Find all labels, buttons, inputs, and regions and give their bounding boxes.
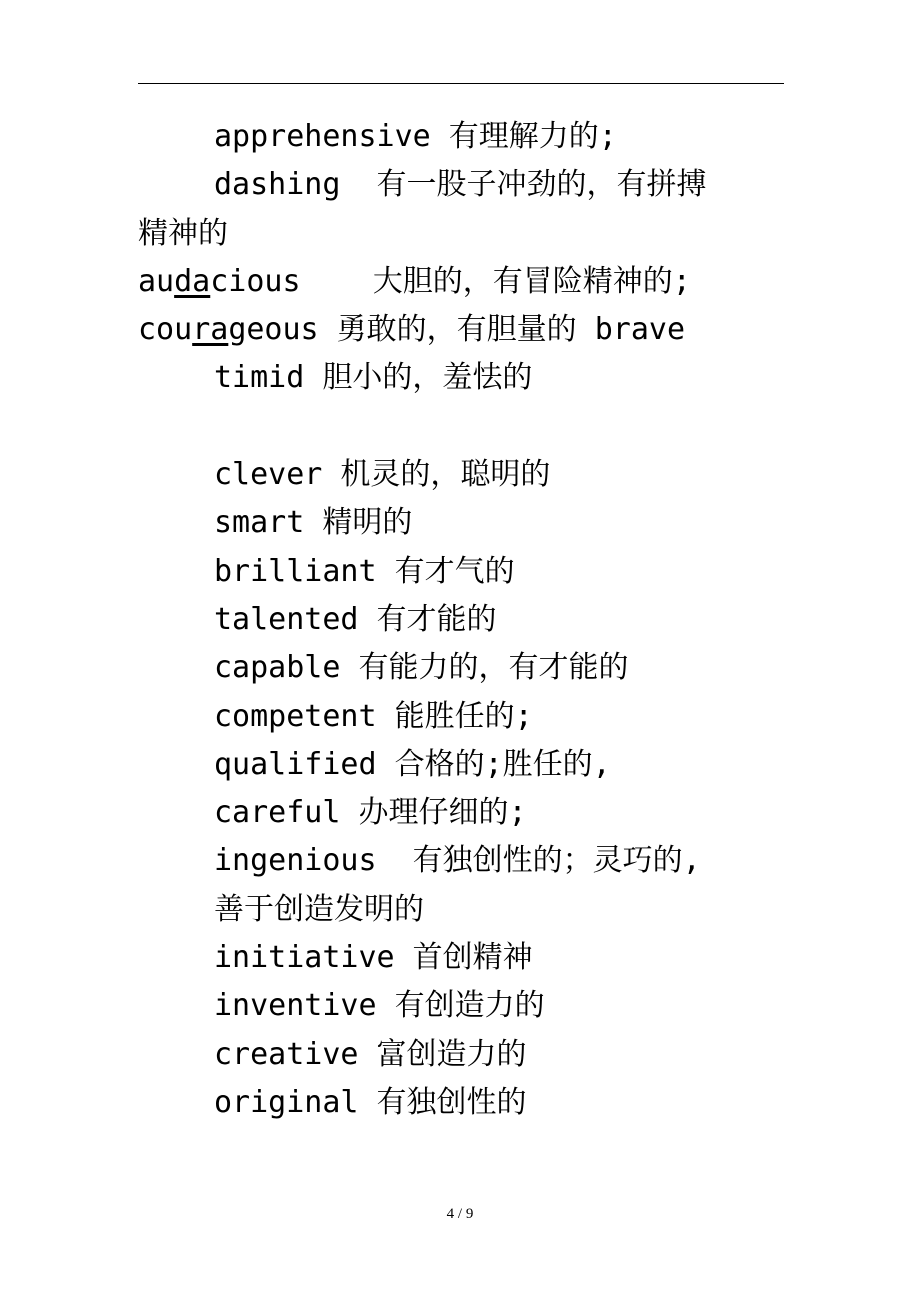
text-line: talented 有才能的: [214, 601, 497, 637]
text-line: competent 能胜任的;: [214, 698, 533, 734]
text-line: careful 办理仔细的;: [214, 795, 527, 831]
text-line: qualified 合格的;胜任的,: [214, 746, 611, 782]
text-segment: geous 勇敢的，有胆量的 brave: [228, 312, 686, 348]
text-segment: cious 大胆的，有冒险精神的;: [210, 263, 691, 299]
blank-line: [138, 403, 788, 451]
text-line: initiative 首创精神: [214, 940, 533, 976]
underlined-text: ra: [192, 312, 229, 348]
text-line: [138, 306, 788, 354]
text-segment: au: [138, 263, 175, 299]
text-line: brilliant 有才气的: [214, 553, 515, 589]
document-body: [138, 113, 788, 1127]
text-line: apprehensive 有理解力的;: [214, 119, 617, 154]
text-line: clever 机灵的，聪明的: [214, 457, 551, 493]
text-line: timid 胆小的，羞怯的: [214, 360, 533, 396]
text-line: capable 有能力的，有才能的: [214, 650, 629, 686]
text-line: 善于创造发明的: [214, 891, 424, 927]
text-line: smart 精明的: [214, 505, 413, 541]
text-segment: cou: [138, 312, 193, 348]
text-line: 精神的: [138, 215, 228, 251]
underlined-text: da: [174, 263, 211, 299]
text-line: original 有独创性的: [214, 1084, 527, 1120]
text-line: [138, 258, 788, 306]
text-line: creative 富创造力的: [214, 1036, 527, 1072]
text-line: ingenious 有独创性的；灵巧的,: [214, 843, 701, 879]
header-rule: [138, 83, 784, 84]
text-line: dashing 有一股子冲劲的，有拼搏: [214, 167, 707, 203]
page-number: 4 / 9: [446, 1206, 474, 1222]
text-line: inventive 有创造力的: [214, 988, 545, 1024]
